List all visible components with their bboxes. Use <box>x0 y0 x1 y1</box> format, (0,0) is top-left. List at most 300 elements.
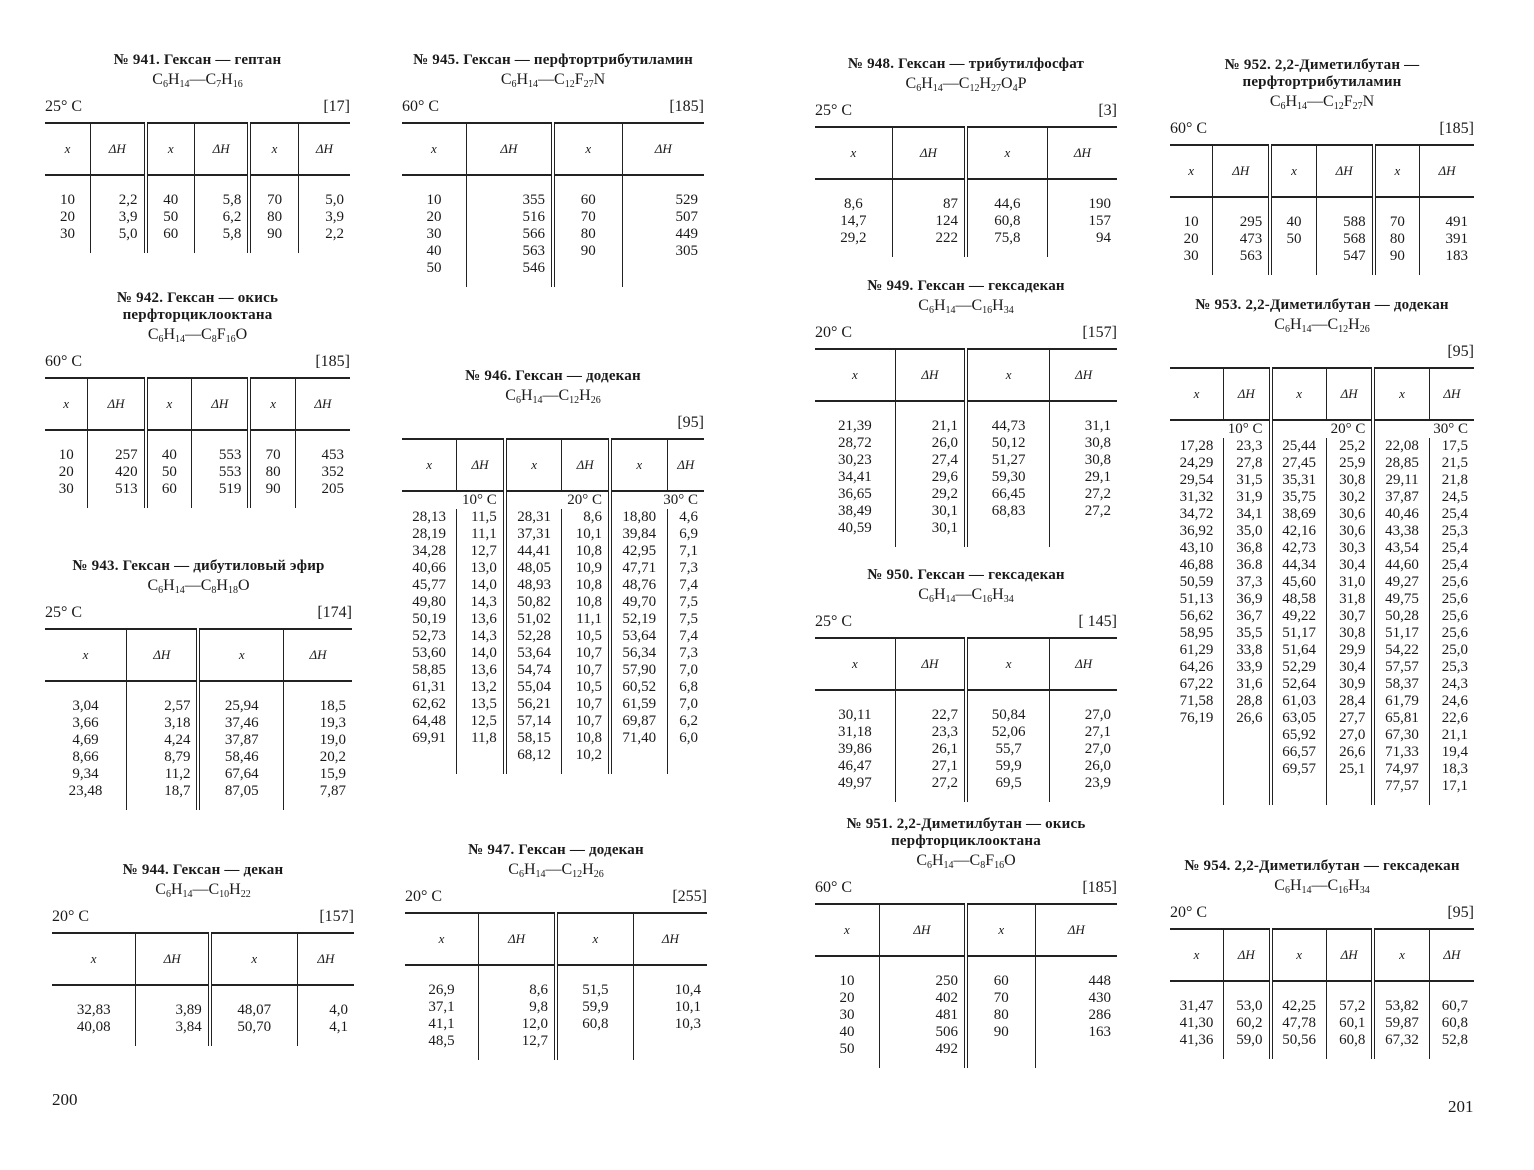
cell-dh: 30,1 <box>895 520 966 547</box>
temperature-label: 20° C <box>405 888 443 905</box>
cell-x: 60,8 <box>966 213 1047 230</box>
cell-x: 59,30 <box>966 469 1050 486</box>
entry-949 <box>815 278 1117 547</box>
cell-x: 20 <box>58 464 74 480</box>
cell-dh: 10,8 <box>562 730 610 747</box>
cell-x: 57,57 <box>1373 659 1429 676</box>
cell-x: 3,04 <box>72 698 99 714</box>
table-row <box>45 681 352 715</box>
cell-dh: 8,6 <box>479 965 556 999</box>
reference-label: [255] <box>672 888 707 905</box>
cell-dh <box>1223 727 1270 744</box>
table-row <box>45 226 350 253</box>
table-row <box>402 713 704 730</box>
cell-dh: 3,18 <box>127 715 199 732</box>
cell-dh: 546 <box>466 260 553 287</box>
cell-dh: 12,0 <box>479 1016 556 1033</box>
cell-x: 41,30 <box>1179 1015 1214 1031</box>
conditions-row <box>402 414 704 432</box>
cell-x: 67,32 <box>1373 1032 1429 1059</box>
conditions-row <box>1170 343 1474 361</box>
column-header-x: x <box>815 349 895 401</box>
column-header-x: x <box>146 378 192 430</box>
cell-x <box>1271 778 1327 805</box>
cell-x: 70 <box>553 209 622 226</box>
cell-dh: 26,0 <box>1050 758 1117 775</box>
cell-dh: 13,2 <box>457 679 505 696</box>
cell-dh: 21,1 <box>895 401 966 435</box>
cell-x: 65,81 <box>1373 710 1429 727</box>
cell-x: 50,28 <box>1373 608 1429 625</box>
cell-dh: 30,7 <box>1326 608 1373 625</box>
cell-dh: 23,9 <box>1050 775 1117 802</box>
cell-dh: 30,3 <box>1326 540 1373 557</box>
cell-dh: 11,1 <box>562 611 610 628</box>
cell-x: 67,30 <box>1373 727 1429 744</box>
column-header-dh: ΔH <box>127 629 199 681</box>
cell-x: 37,46 <box>198 715 283 732</box>
cell-x: 46,88 <box>1179 557 1214 573</box>
cell-dh: 10,5 <box>562 628 610 645</box>
cell-dh <box>667 747 704 774</box>
cell-x: 50,19 <box>412 611 446 627</box>
cell-dh: 124 <box>892 213 966 230</box>
cell-dh: 14,0 <box>457 645 505 662</box>
group-temperature-row <box>1170 420 1474 438</box>
column-header-x: x <box>966 904 1035 956</box>
cell-x: 48,76 <box>610 577 667 594</box>
cell-dh: 27,1 <box>895 758 966 775</box>
cell-dh: 30,6 <box>1326 523 1373 540</box>
cell-x: 3,66 <box>72 715 99 731</box>
temperature-label: 60° C <box>45 353 83 370</box>
cell-dh: 10,7 <box>562 645 610 662</box>
cell-dh: 25,4 <box>1429 540 1474 557</box>
temperature-label: 60° C <box>815 879 853 896</box>
column-header-dh: ΔH <box>667 439 704 491</box>
cell-x: 8,66 <box>72 749 99 765</box>
cell-x <box>966 520 1050 547</box>
cell-dh: 60,8 <box>1326 1032 1373 1059</box>
cell-dh: 507 <box>622 209 704 226</box>
table-row <box>1170 489 1474 506</box>
cell-dh: 12,7 <box>457 543 505 560</box>
cell-x: 69,57 <box>1271 761 1327 778</box>
column-header-dh: ΔH <box>1429 368 1474 420</box>
cell-x: 29,2 <box>840 230 867 246</box>
cell-dh: 11,2 <box>127 766 199 783</box>
cell-x: 80 <box>249 209 298 226</box>
entry-formula: $C_6H_{14}—C_{16}H_{34}$ <box>918 297 1014 316</box>
cell-dh: 57,2 <box>1326 981 1373 1015</box>
table-row <box>1170 523 1474 540</box>
cell-dh: 27,2 <box>895 775 966 802</box>
entry-formula: $C_6H_{14}—C_{12}H_{26}$ <box>505 387 601 406</box>
cell-dh: 26,1 <box>895 741 966 758</box>
header-row <box>45 378 350 430</box>
cell-dh: 60,2 <box>1223 1015 1270 1032</box>
cell-x: 10 <box>58 447 74 463</box>
cell-x <box>1170 727 1223 744</box>
entry-943 <box>45 558 352 810</box>
table-row <box>402 209 704 226</box>
cell-x: 50 <box>146 209 195 226</box>
cell-dh: 31,9 <box>1223 489 1270 506</box>
cell-x: 44,73 <box>966 401 1050 435</box>
cell-x: 48,05 <box>505 560 562 577</box>
data-table <box>1170 144 1474 275</box>
cell-dh: 6,2 <box>667 713 704 730</box>
cell-dh <box>622 260 704 287</box>
table-row <box>402 696 704 713</box>
cell-dh: 35,0 <box>1223 523 1270 540</box>
cell-dh: 25,0 <box>1429 642 1474 659</box>
table-row <box>402 543 704 560</box>
cell-x <box>966 1041 1035 1068</box>
cell-x: 49,80 <box>412 594 446 610</box>
cell-x: 18,80 <box>610 509 667 526</box>
cell-dh: 25,2 <box>1326 438 1373 455</box>
cell-dh: 28,4 <box>1326 693 1373 710</box>
table-row <box>1170 540 1474 557</box>
cell-dh: 4,24 <box>127 732 199 749</box>
table-row <box>1170 710 1474 727</box>
column-header-dh: ΔH <box>1326 368 1373 420</box>
table-row <box>815 486 1117 503</box>
cell-x: 70 <box>966 990 1035 1007</box>
entry-title: № 951. 2,2-Диметилбутан — окись перфторциклооктана <box>846 816 1086 849</box>
cell-dh: 286 <box>1035 1007 1117 1024</box>
cell-dh: 25,4 <box>1429 557 1474 574</box>
data-table <box>1170 928 1474 1059</box>
table-row <box>815 503 1117 520</box>
column-header-dh: ΔH <box>1047 127 1117 179</box>
table-row <box>405 1033 707 1060</box>
cell-x: 64,48 <box>412 713 446 729</box>
cell-x: 34,41 <box>838 469 872 485</box>
cell-x: 53,64 <box>610 628 667 645</box>
table-row <box>402 260 704 287</box>
conditions-row <box>405 888 707 906</box>
cell-x: 61,29 <box>1179 642 1214 658</box>
entry-title: № 943. Гексан — дибутиловый эфир <box>72 558 325 574</box>
cell-dh: 25,6 <box>1429 591 1474 608</box>
cell-dh: 30,1 <box>895 503 966 520</box>
table-row <box>815 775 1117 802</box>
cell-x: 57,14 <box>505 713 562 730</box>
entry-title: № 941. Гексан — гептан <box>113 52 282 68</box>
cell-dh: 36,9 <box>1223 591 1270 608</box>
entry-title: № 944. Гексан — декан <box>122 862 284 878</box>
cell-dh: 37,3 <box>1223 574 1270 591</box>
entry-941 <box>45 52 350 253</box>
table-row <box>402 730 704 747</box>
cell-x: 60,8 <box>556 1016 633 1033</box>
cell-dh: 35,5 <box>1223 625 1270 642</box>
cell-x: 43,38 <box>1373 523 1429 540</box>
entry-950 <box>815 567 1117 802</box>
cell-dh: 6,8 <box>667 679 704 696</box>
cell-dh: 566 <box>466 226 553 243</box>
header-row <box>52 933 354 985</box>
cell-x: 21,39 <box>838 418 872 434</box>
cell-x <box>1170 744 1223 761</box>
cell-x: 45,60 <box>1271 574 1327 591</box>
cell-x: 58,15 <box>505 730 562 747</box>
column-header-dh: ΔH <box>479 913 556 965</box>
cell-dh: 8,79 <box>127 749 199 766</box>
table-row <box>402 577 704 594</box>
cell-x: 90 <box>1374 248 1420 275</box>
cell-dh: 26,0 <box>895 435 966 452</box>
entry-title: № 950. Гексан — гексадекан <box>867 567 1065 583</box>
cell-dh: 60,1 <box>1326 1015 1373 1032</box>
cell-dh: 205 <box>295 481 350 508</box>
cell-dh: 588 <box>1316 197 1374 231</box>
entry-formula: $C_6H_{14}—C_{12}H_{26}$ <box>508 861 604 880</box>
column-header-dh: ΔH <box>892 127 966 179</box>
cell-dh: 36.8 <box>1223 557 1270 574</box>
cell-dh: 563 <box>1213 248 1271 275</box>
cell-dh: 11,1 <box>457 526 505 543</box>
cell-x: 75,8 <box>966 230 1047 257</box>
table-row <box>45 175 350 209</box>
cell-dh: 563 <box>466 243 553 260</box>
cell-dh: 21,8 <box>1429 472 1474 489</box>
cell-x: 90 <box>966 1024 1035 1041</box>
entry-title: № 942. Гексан — окись перфторциклооктана <box>116 290 279 323</box>
cell-dh: 7,4 <box>667 577 704 594</box>
cell-dh: 305 <box>622 243 704 260</box>
table-row <box>45 715 352 732</box>
cell-dh: 19,0 <box>284 732 352 749</box>
entry-formula: $C_6H_{14}—C_7H_{16}$ <box>152 71 243 90</box>
cell-x: 30,11 <box>838 707 872 723</box>
cell-x: 39,84 <box>610 526 667 543</box>
cell-x: 52,73 <box>412 628 446 644</box>
cell-x: 43,54 <box>1373 540 1429 557</box>
entry-952 <box>1170 57 1474 275</box>
cell-x: 71,58 <box>1179 693 1214 709</box>
cell-dh: 453 <box>295 430 350 464</box>
cell-dh: 60,7 <box>1429 981 1474 1015</box>
cell-dh: 53,0 <box>1223 981 1270 1015</box>
table-row <box>1170 455 1474 472</box>
cell-x <box>1170 761 1223 778</box>
cell-dh: 17,1 <box>1429 778 1474 805</box>
column-header-x: x <box>210 933 298 985</box>
table-row <box>1170 506 1474 523</box>
cell-dh: 10,2 <box>562 747 610 774</box>
cell-dh: 26,6 <box>1326 744 1373 761</box>
cell-x: 45,77 <box>412 577 446 593</box>
cell-x: 49,75 <box>1373 591 1429 608</box>
cell-dh: 25,6 <box>1429 625 1474 642</box>
entry-953 <box>1170 297 1474 805</box>
data-table <box>45 628 352 810</box>
table-row <box>402 526 704 543</box>
cell-x: 71,40 <box>610 730 667 747</box>
table-row <box>815 1041 1117 1068</box>
column-header-x: x <box>249 123 298 175</box>
cell-x: 49,22 <box>1271 608 1327 625</box>
cell-dh: 449 <box>622 226 704 243</box>
entry-formula: $C_6H_{14}—C_{12}H_{27}O_4P$ <box>905 75 1027 94</box>
cell-x: 59,87 <box>1373 1015 1429 1032</box>
column-header-dh: ΔH <box>1213 145 1271 197</box>
column-header-x: x <box>1271 929 1327 981</box>
cell-dh: 29,2 <box>895 486 966 503</box>
cell-x: 17,28 <box>1179 438 1214 454</box>
cell-x: 30 <box>60 226 75 242</box>
cell-x: 20 <box>426 209 442 225</box>
cell-x: 66,57 <box>1271 744 1327 761</box>
column-header-dh: ΔH <box>298 123 350 175</box>
cell-dh: 14,0 <box>457 577 505 594</box>
cell-x: 51,17 <box>1271 625 1327 642</box>
conditions-row <box>815 324 1117 342</box>
table-row <box>402 175 704 209</box>
cell-x: 34,72 <box>1179 506 1214 522</box>
cell-x: 70 <box>249 430 295 464</box>
column-header-dh: ΔH <box>1420 145 1474 197</box>
cell-dh: 30,8 <box>1326 625 1373 642</box>
cell-dh: 506 <box>879 1024 966 1041</box>
column-header-dh: ΔH <box>91 123 146 175</box>
column-header-x: x <box>402 123 466 175</box>
cell-dh: 36,7 <box>1223 608 1270 625</box>
reference-label: [ 145] <box>1078 613 1117 630</box>
table-row <box>405 999 707 1016</box>
column-header-dh: ΔH <box>562 439 610 491</box>
cell-dh: 10,7 <box>562 713 610 730</box>
table-row <box>45 481 350 508</box>
table-row <box>1170 248 1474 275</box>
cell-x: 25,44 <box>1271 438 1327 455</box>
table-row <box>402 509 704 526</box>
cell-dh: 29,6 <box>895 469 966 486</box>
cell-dh: 2,57 <box>127 681 199 715</box>
table-row <box>1170 981 1474 1015</box>
cell-x: 4,69 <box>72 732 99 748</box>
table-row <box>45 732 352 749</box>
column-header-x: x <box>815 127 892 179</box>
column-header-x: x <box>45 629 127 681</box>
cell-x: 30 <box>58 481 74 497</box>
table-row <box>815 690 1117 724</box>
data-table <box>1170 367 1474 805</box>
cell-dh <box>633 1033 707 1060</box>
cell-x: 37,31 <box>505 526 562 543</box>
cell-x: 9,34 <box>72 766 99 782</box>
conditions-row <box>815 102 1117 120</box>
cell-dh: 391 <box>1420 231 1474 248</box>
cell-dh: 10,7 <box>562 696 610 713</box>
cell-dh: 352 <box>295 464 350 481</box>
table-row <box>815 724 1117 741</box>
entry-944 <box>52 862 354 1046</box>
cell-dh: 27,2 <box>1050 486 1117 503</box>
cell-dh: 553 <box>192 464 250 481</box>
cell-dh: 18,5 <box>284 681 352 715</box>
cell-dh: 19,3 <box>284 715 352 732</box>
table-row <box>815 741 1117 758</box>
cell-dh: 14,3 <box>457 628 505 645</box>
column-header-dh: ΔH <box>1316 145 1374 197</box>
conditions-row <box>45 353 350 371</box>
group-temperature: 10° C <box>1227 421 1263 437</box>
cell-dh: 10,3 <box>633 1016 707 1033</box>
cell-x: 61,79 <box>1373 693 1429 710</box>
cell-x: 52,29 <box>1271 659 1327 676</box>
column-header-dh: ΔH <box>297 933 354 985</box>
cell-dh: 29,1 <box>1050 469 1117 486</box>
cell-dh: 24,5 <box>1429 489 1474 506</box>
cell-x: 31,32 <box>1179 489 1214 505</box>
cell-x: 27,45 <box>1271 455 1327 472</box>
cell-dh: 3,89 <box>136 985 210 1019</box>
cell-x: 47,78 <box>1271 1015 1327 1032</box>
cell-dh: 257 <box>88 430 146 464</box>
table-row <box>1170 438 1474 455</box>
cell-dh: 34,1 <box>1223 506 1270 523</box>
cell-x: 60 <box>146 481 192 508</box>
table-row <box>1170 744 1474 761</box>
cell-dh: 13,5 <box>457 696 505 713</box>
cell-x: 20 <box>839 990 855 1006</box>
cell-x: 48,93 <box>505 577 562 594</box>
cell-dh: 402 <box>879 990 966 1007</box>
cell-x: 77,57 <box>1373 778 1429 805</box>
cell-x: 28,72 <box>838 435 872 451</box>
column-header-x: x <box>1373 929 1429 981</box>
table-row <box>1170 693 1474 710</box>
column-header-x: x <box>1170 368 1223 420</box>
cell-dh: 13,6 <box>457 611 505 628</box>
cell-x: 35,31 <box>1271 472 1327 489</box>
data-table <box>402 438 704 774</box>
cell-x: 40 <box>146 175 195 209</box>
temperature-label: 20° C <box>815 324 853 341</box>
cell-x <box>553 260 622 287</box>
cell-dh: 12,7 <box>479 1033 556 1060</box>
cell-x: 44,60 <box>1373 557 1429 574</box>
column-header-x: x <box>1170 929 1223 981</box>
cell-dh: 7,0 <box>667 662 704 679</box>
column-header-x: x <box>45 378 88 430</box>
table-row <box>1170 727 1474 744</box>
cell-x: 30 <box>839 1007 855 1023</box>
entry-942 <box>45 290 350 508</box>
cell-x: 51,13 <box>1179 591 1214 607</box>
cell-dh: 6,0 <box>667 730 704 747</box>
header-row <box>45 123 350 175</box>
cell-x: 31,47 <box>1179 998 1214 1014</box>
cell-x: 90 <box>553 243 622 260</box>
cell-x: 76,19 <box>1179 710 1214 726</box>
column-header-dh: ΔH <box>284 629 352 681</box>
cell-x: 58,37 <box>1373 676 1429 693</box>
table-row <box>402 560 704 577</box>
table-row <box>815 1024 1117 1041</box>
cell-x <box>1270 248 1316 275</box>
cell-dh: 17,5 <box>1429 438 1474 455</box>
cell-x: 63,05 <box>1271 710 1327 727</box>
cell-dh: 59,0 <box>1223 1032 1270 1059</box>
cell-dh: 10,1 <box>633 999 707 1016</box>
cell-x: 50,59 <box>1179 574 1214 590</box>
reference-label: [174] <box>317 604 352 621</box>
